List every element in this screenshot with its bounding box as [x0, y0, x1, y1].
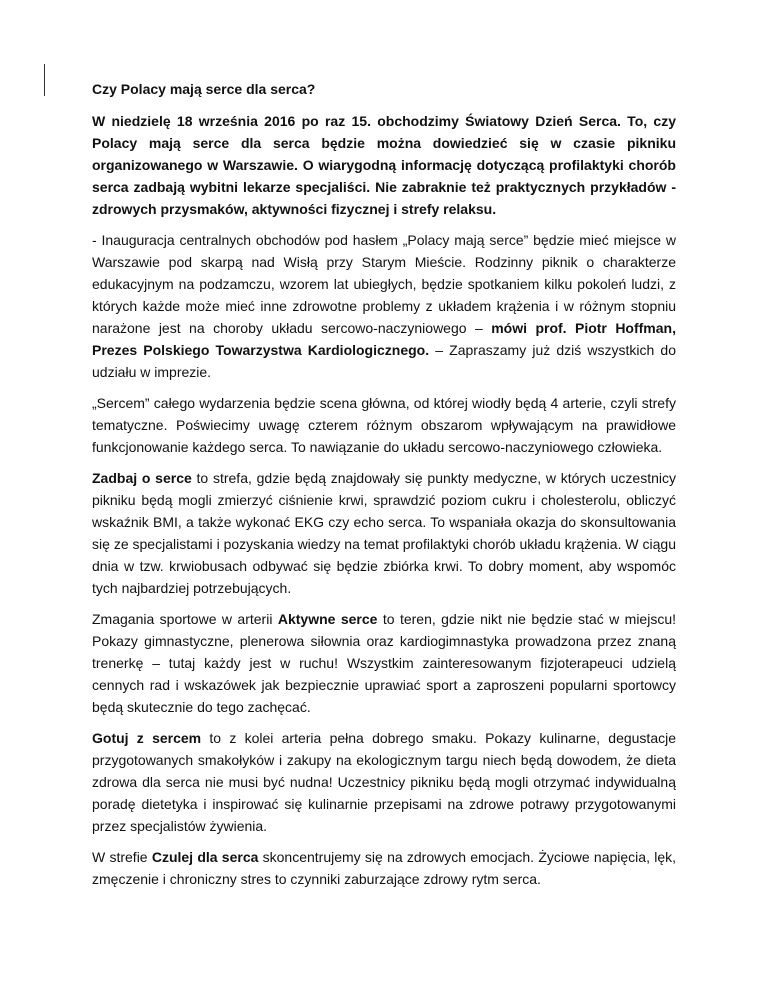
text-cursor — [44, 64, 45, 96]
zone-name: Zadbaj o serce — [92, 470, 192, 486]
lead-paragraph: W niedzielę 18 września 2016 po raz 15. obchodzimy Światowy Dzień Serca. To, czy Polacy mają serce dla serca będzie można dowiedzieć się w czasie pikniku organizowanego w Warszawie. O wiarygodną informację dotyczącą profilaktyki chorób serca zadbają wybitni lekarze specjaliści. Nie zabraknie też praktycznych przykładów - zdrowych przysmaków, aktywności fizycznej i strefy relaksu. — [92, 113, 676, 217]
paragraph-text: to teren, gdzie nikt nie będzie stać w miejscu! Pokazy gimnastyczne, plenerowa siłownia oraz kardiogimnastyka prowadzona przez znaną trenerkę – tutaj każdy jest w ruchu! Wszystkim zainteresowanym fizjoterapeuci udzielą cennych rad i wskazówek jak bezpiecznie uprawiać sport a zaproszeni popularni sportowcy będą skutecznie do tego zachęcać. — [92, 611, 676, 715]
paragraph-text: to strefa, gdzie będą znajdowały się punkty medyczne, w których uczestnicy pikniku będą mogli zmierzyć ciśnienie krwi, sprawdzić poziom cukru i cholesterolu, obliczyć wskaźnik BMI, a także wykonać EKG czy echo serca. To wspaniała okazja do skonsultowania się ze specjalistami i pozyskania wiedzy na temat profilaktyki chorób układu krążenia. W ciągu dnia w tzw. krwiobusach odbywać się będzie zbiórka krwi. To dobry moment, aby wspomóc tych najbardziej potrzebujących. — [92, 470, 676, 596]
paragraph-aktywne — [92, 608, 676, 718]
paragraph-zadbaj — [92, 467, 676, 599]
paragraph-text: skoncentrujemy się na zdrowych emocjach. Życiowe napięcia, lęk, zmęczenie i chroniczny stres to czynniki zaburzające zdrowy rytm serca. — [92, 849, 676, 887]
paragraph-main-stage: „Sercem” całego wydarzenia będzie scena główna, od której wiodły będą 4 arterie, czyli strefy tematyczne. Poświecimy uwagę czterem różnym obszarom wpływającym na prawidłowe funkcjonowanie każdego serca. To nawiązanie do układu sercowo-naczyniowego człowieka. — [92, 395, 676, 455]
paragraph-text: W strefie — [92, 849, 152, 865]
paragraph-text: – Zapraszamy już dziś wszystkich do udziału w imprezie. — [92, 342, 677, 380]
paragraph-text: Zmagania sportowe w arterii — [92, 611, 278, 627]
document-title: Czy Polacy mają serce dla serca? — [92, 81, 316, 97]
paragraph-czulej — [92, 846, 676, 890]
paragraph-inauguration — [92, 229, 676, 383]
document-page — [92, 78, 676, 899]
zone-name: Gotuj z sercem — [92, 730, 202, 746]
paragraph-text: - Inauguracja centralnych obchodów pod hasłem „Polacy mają serce” będzie mieć miejsce w Warszawie pod skarpą nad Wisłą przy Starym Mieście. Rodzinny piknik o charakterze edukacyjnym na podzamczu, wzorem lat ubiegłych, będzie spotkaniem kilku pokoleń ludzi, z których każde może mieć inne zdrowotne problemy z układem krążenia i w różnym stopniu narażone jest na choroby układu sercowo-naczyniowego – — [92, 232, 676, 336]
paragraph-text: to z kolei arteria pełna dobrego smaku. Pokazy kulinarne, degustacje przygotowanych smakołyków i zakupy na ekologicznym targu niech będą dowodem, że dieta zdrowa dla serca nie musi być nudna! Uczestnicy pikniku będą mogli otrzymać indywidualną poradę dietetyka i inspirować się kulinarnie przepisami na zdrowe potrawy przygotowanymi przez specjalistów żywienia. — [92, 730, 676, 834]
zone-name: Czulej dla serca — [151, 849, 259, 865]
quote-attribution: mówi prof. Piotr Hoffman, Prezes Polskiego Towarzystwa Kardiologicznego. — [92, 320, 676, 358]
zone-name: Aktywne serce — [277, 611, 378, 627]
paragraph-gotuj — [92, 727, 676, 837]
